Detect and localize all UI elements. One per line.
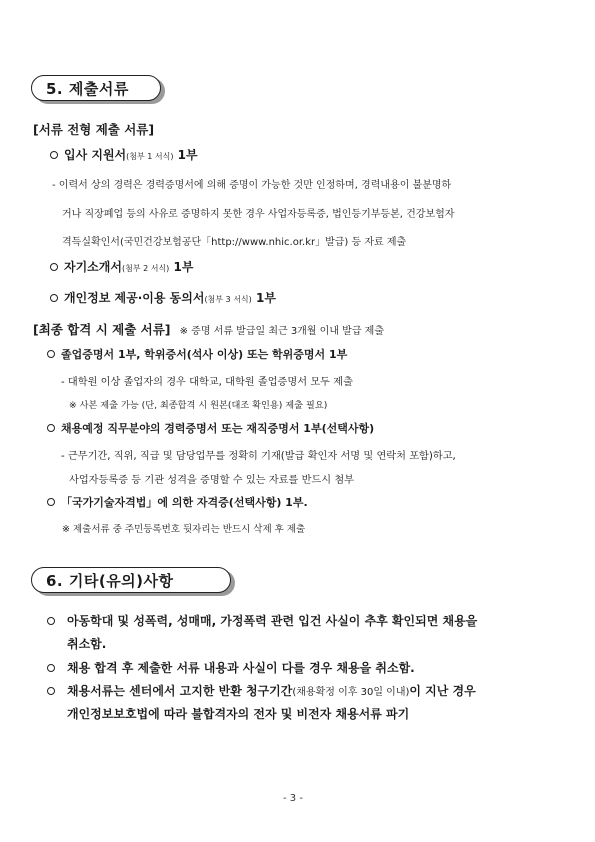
notice-item-3-line-2: 개인정보보호법에 따라 불합격자의 전자 및 비전자 채용서류 파기 [67, 707, 410, 721]
doc-review-header: [서류 전형 제출 서류] [33, 122, 155, 137]
final-item-career-note-1: - 근무기간, 직위, 직급 및 담당업무를 정확히 기재(발급 확인자 서명 및 연락처 포함)하고, [61, 451, 456, 462]
circle-bullet-icon [47, 664, 55, 672]
item-application-form: 입사 지원서(첨부 1 서식) 1부 [50, 146, 198, 163]
final-header-note: ※ 증명 서류 발급일 최근 3개월 이내 발급 제출 [179, 326, 385, 337]
final-item-diploma: 졸업증명서 1부, 학위증서(석사 이상) 또는 학위증명서 1부 [47, 346, 347, 362]
item-self-introduction: 자기소개서(첨부 2 서식) 1부 [50, 258, 193, 275]
career-note-line-2: 거나 직장폐업 등의 사유로 증명하지 못한 경우 사업자등록증, 법인등기부등본, 건강보험자 [62, 209, 455, 220]
item-privacy-consent: 개인정보 제공·이용 동의서(첨부 3 서식) 1부 [50, 289, 276, 306]
notice-item-3: 채용서류는 센터에서 고지한 반환 청구기간(채용확정 이후 30일 이내)이 지난 경우 [47, 682, 476, 699]
final-header: [최종 합격 시 제출 서류] [33, 322, 171, 337]
section-6-title: 6. 기타(유의)사항 [31, 567, 231, 593]
final-item-career-note-2: 사업자등록증 등 기관 성격을 증명할 수 있는 자료를 반드시 첨부 [69, 475, 355, 486]
circle-bullet-icon [47, 350, 55, 358]
final-item-career-cert: 채용예정 직무분야의 경력증명서 또는 재직증명서 1부(선택사항) [47, 420, 374, 436]
final-item-diploma-note-2: ※ 사본 제출 가능 (단, 최종합격 시 원본(대조 확인용) 제출 필요) [69, 400, 328, 411]
notice-item-2: 채용 합격 후 제출한 서류 내용과 사실이 다를 경우 채용을 취소함. [47, 659, 415, 676]
circle-bullet-icon [50, 294, 58, 302]
career-note-line-1: - 이력서 상의 경력은 경력증명서에 의해 증명이 가능한 것만 인정하며, 경력내용이 불분명하 [52, 180, 452, 191]
footnote: ※ 제출서류 중 주민등록번호 뒷자리는 반드시 삭제 후 제출 [62, 524, 306, 535]
notice-item-1: 아동학대 및 성폭력, 성매매, 가정폭력 관련 입건 사실이 추후 확인되면 채용을 [47, 612, 477, 629]
section-5-title: 5. 제출서류 [31, 75, 161, 101]
final-item-certificate: 「국가기술자격법」에 의한 자격증(선택사항) 1부. [47, 494, 308, 510]
circle-bullet-icon [50, 151, 58, 159]
final-header-row [33, 319, 384, 338]
notice-item-1-line-2: 취소함. [67, 637, 107, 651]
circle-bullet-icon [47, 424, 55, 432]
final-item-diploma-note-1: - 대학원 이상 졸업자의 경우 대학교, 대학원 졸업증명서 모두 제출 [61, 377, 353, 388]
circle-bullet-icon [47, 687, 55, 695]
page-number: - 3 - [283, 793, 303, 804]
circle-bullet-icon [47, 498, 55, 506]
career-note-line-3: 격득실확인서(국민건강보험공단「http://www.nhic.or.kr」발급) 등 자료 제출 [62, 237, 407, 248]
circle-bullet-icon [50, 263, 58, 271]
circle-bullet-icon [47, 617, 55, 625]
